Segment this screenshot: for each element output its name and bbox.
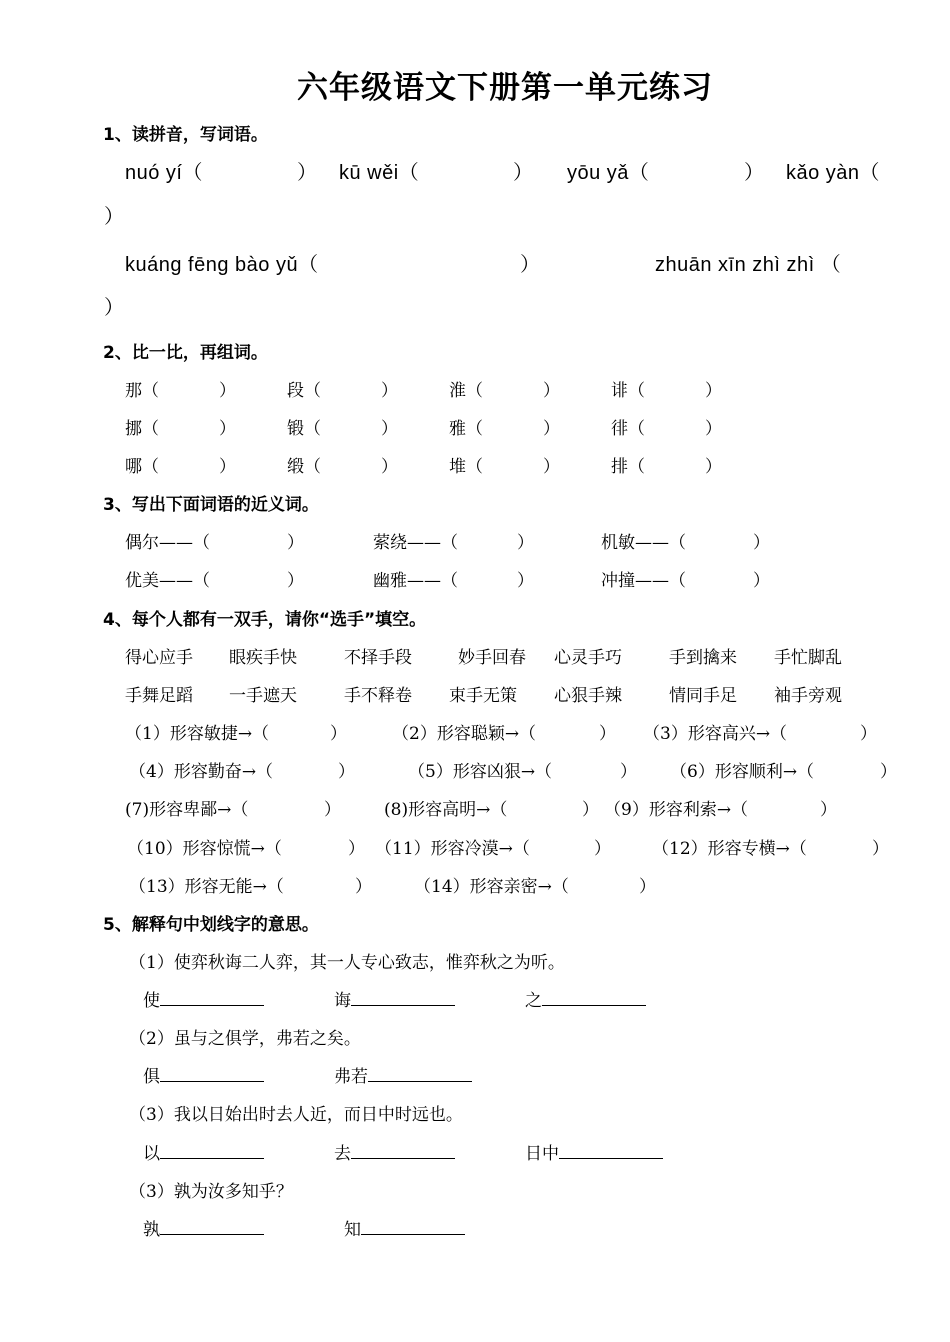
pinyin-item: nuó yí（ [125,162,203,184]
compare-item: 堆（ [449,457,483,477]
fill-close: ） [348,839,365,859]
question-sentence: （2）虽与之俱学，弗若之矣。 [129,1029,361,1049]
fill-close: ） [355,877,372,897]
pinyin-close: ） [297,162,318,184]
word-bank-item: 手忙脚乱 [774,648,842,668]
pinyin-close: ） [513,162,534,184]
question-sentence: （1）使弈秋诲二人弈，其一人专心致志，惟弈秋之为听。 [129,953,565,973]
blank-answer[interactable]: 弗若 [334,1062,472,1087]
compare-item: 那（ [125,381,159,401]
section-1-heading: 1、读拼音，写词语。 [103,125,268,145]
compare-close: ） [705,381,722,401]
fill-close: ） [639,877,656,897]
fill-close: ） [330,724,347,744]
pinyin-item: zhuān xīn zhì zhì （ [655,254,842,276]
fill-item: （11）形容冷漠→（ [375,839,530,859]
word-bank-item: 眼疾手快 [229,648,297,668]
compare-close: ） [381,381,398,401]
fill-close: ） [582,800,599,820]
fill-item: （3）形容高兴→（ [643,724,788,744]
compare-close: ） [219,419,236,439]
fill-item: （12）形容专横→（ [652,839,807,859]
synonym-item: 幽雅——（ [373,571,458,591]
word-bank-item: 心狠手辣 [554,686,622,706]
synonym-item: 优美——（ [125,571,210,591]
blank-answer[interactable]: 去 [334,1139,455,1164]
word-bank-item: 一手遮天 [229,686,297,706]
synonym-item: 萦绕——（ [373,533,458,553]
compare-item: 挪（ [125,419,159,439]
fill-item: （5）形容凶狠→（ [408,762,553,782]
compare-item: 排（ [611,457,645,477]
compare-item: 锻（ [287,419,321,439]
pinyin-close: ） [520,254,541,276]
compare-close: ） [219,381,236,401]
fill-close: ） [599,724,616,744]
fill-close: ） [594,839,611,859]
fill-close: ） [872,839,889,859]
compare-close: ） [543,457,560,477]
compare-close: ） [381,419,398,439]
word-bank-item: 心灵手巧 [554,648,622,668]
fill-item: (7)形容卑鄙→（ [125,800,249,820]
compare-close: ） [705,419,722,439]
synonym-close: ） [753,571,770,591]
section-4-heading: 4、每个人都有一双手，请你“选手”填空。 [103,610,427,630]
compare-item: 段（ [287,381,321,401]
blank-answer[interactable]: 使 [143,986,264,1011]
pinyin-close: ） [104,297,125,319]
compare-item: 徘（ [611,419,645,439]
synonym-item: 偶尔——（ [125,533,210,553]
blank-answer[interactable]: 俱 [143,1062,264,1087]
compare-close: ） [381,457,398,477]
synonym-close: ） [517,571,534,591]
page-title: 六年级语文下册第一单元练习 [297,70,713,106]
word-bank-item: 袖手旁观 [774,686,842,706]
fill-item: （4）形容勤奋→（ [129,762,274,782]
blank-answer[interactable]: 以 [143,1139,264,1164]
fill-item: (8)形容高明→（ [384,800,508,820]
fill-item: （9）形容利索→（ [604,800,749,820]
word-bank-item: 妙手回春 [458,648,526,668]
pinyin-item: kuáng fēng bào yǔ（ [125,254,319,276]
word-bank-item: 得心应手 [125,648,193,668]
pinyin-item: kū wěi（ [339,162,420,184]
compare-close: ） [705,457,722,477]
synonym-item: 冲撞——（ [601,571,686,591]
synonym-close: ） [287,533,304,553]
question-sentence: （3）我以日始出时去人近，而日中时远也。 [129,1105,463,1125]
section-3-heading: 3、写出下面词语的近义词。 [103,495,319,515]
compare-item: 淮（ [449,381,483,401]
fill-close: ） [620,762,637,782]
compare-close: ） [219,457,236,477]
compare-item: 哪（ [125,457,159,477]
word-bank-item: 手到擒来 [669,648,737,668]
compare-close: ） [543,419,560,439]
blank-answer[interactable]: 之 [525,986,646,1011]
fill-item: （10）形容惊慌→（ [127,839,282,859]
word-bank-item: 手不释卷 [344,686,412,706]
pinyin-item: yōu yǎ（ [567,162,650,184]
section-2-heading: 2、比一比，再组词。 [103,343,268,363]
blank-answer[interactable]: 孰 [143,1215,264,1240]
word-bank-item: 不择手段 [344,648,412,668]
fill-close: ） [338,762,355,782]
fill-item: （13）形容无能→（ [129,877,284,897]
fill-close: ） [880,762,897,782]
pinyin-item: kǎo yàn（ [786,162,881,184]
blank-answer[interactable]: 日中 [525,1139,663,1164]
section-5-heading: 5、解释句中划线字的意思。 [103,915,319,935]
fill-close: ） [324,800,341,820]
blank-answer[interactable]: 诲 [334,986,455,1011]
synonym-close: ） [753,533,770,553]
fill-item: （1）形容敏捷→（ [125,724,270,744]
compare-item: 诽（ [611,381,645,401]
synonym-close: ） [287,571,304,591]
blank-answer[interactable]: 知 [344,1215,465,1240]
fill-item: （6）形容顺利→（ [670,762,815,782]
fill-item: （14）形容亲密→（ [414,877,569,897]
synonym-item: 机敏——（ [601,533,686,553]
word-bank-item: 手舞足蹈 [125,686,193,706]
word-bank-item: 束手无策 [449,686,517,706]
fill-close: ） [860,724,877,744]
fill-close: ） [820,800,837,820]
question-sentence: （3）孰为汝多知乎？ [129,1182,293,1202]
pinyin-close: ） [744,162,765,184]
synonym-close: ） [517,533,534,553]
compare-close: ） [543,381,560,401]
fill-item: （2）形容聪颖→（ [392,724,537,744]
compare-item: 缎（ [287,457,321,477]
word-bank-item: 情同手足 [669,686,737,706]
pinyin-close: ） [104,206,125,228]
compare-item: 雅（ [449,419,483,439]
